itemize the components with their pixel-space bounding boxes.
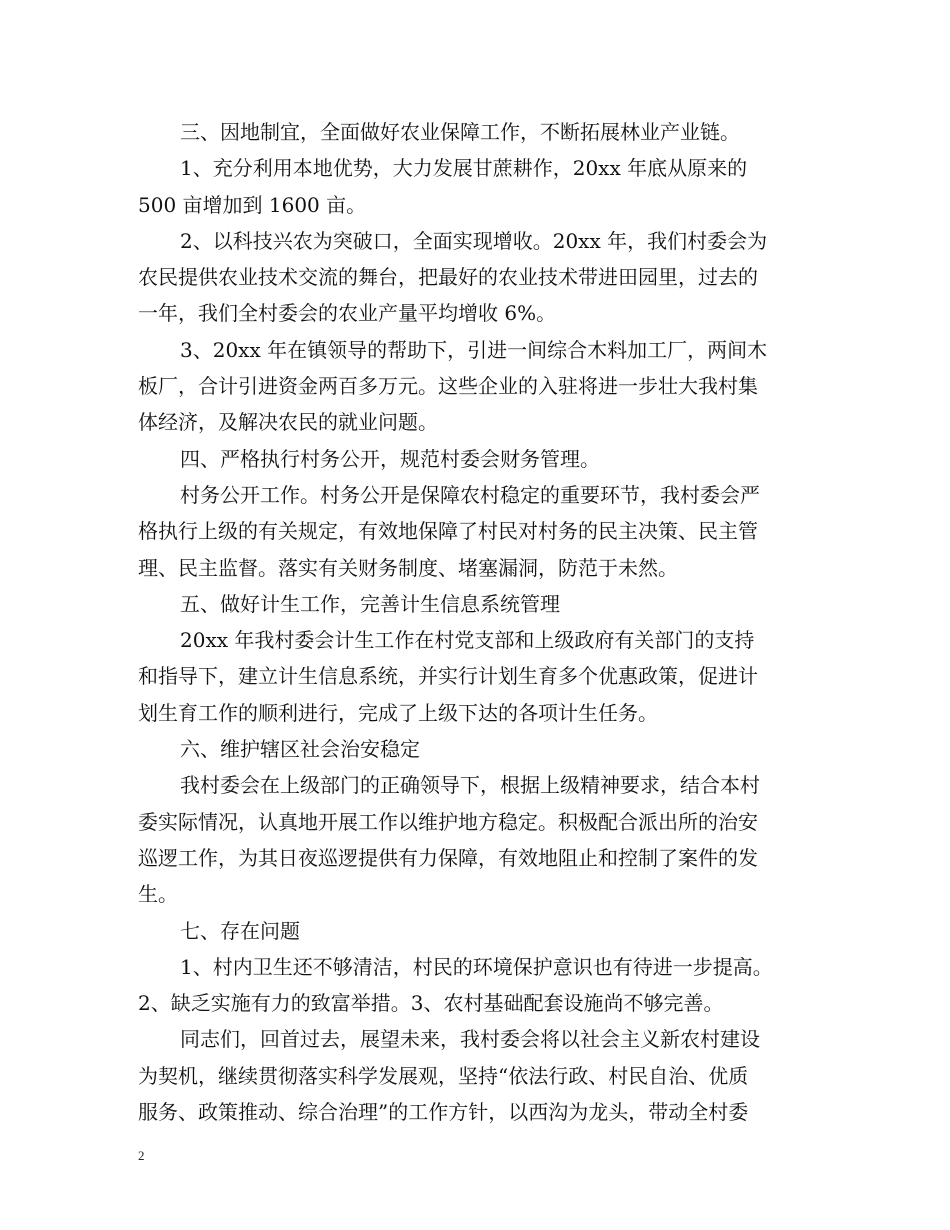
paragraph-line: 一年，我们全村委会的农业产量平均增收 6%。 [138, 301, 557, 326]
paragraph-line: 委实际情况，认真地开展工作以维护地方稳定。积极配合派出所的治安 [138, 809, 758, 834]
paragraph-line: 划生育工作的顺利进行，完成了上级下达的各项计生任务。 [138, 700, 658, 725]
section-heading: 六、维护辖区社会治安稳定 [180, 737, 420, 762]
paragraph-line: 2、以科技兴农为突破口，全面实现增收。20xx 年，我们村委会为 [180, 228, 768, 253]
paragraph-line: 20xx 年我村委会计生工作在村党支部和上级政府有关部门的支持 [180, 628, 755, 653]
document-body [138, 114, 828, 1130]
paragraph-line: 板厂，合计引进资金两百多万元。这些企业的入驻将进一步壮大我村集 [138, 374, 758, 399]
section-heading: 五、做好计生工作，完善计生信息系统管理 [180, 591, 560, 616]
paragraph-line: 3、20xx 年在镇领导的帮助下，引进一间综合木料加工厂，两间木 [180, 337, 768, 362]
paragraph-line: 格执行上级的有关规定，有效地保障了村民对村务的民主决策、民主管 [138, 519, 758, 544]
paragraph-line: 和指导下，建立计生信息系统，并实行计划生育多个优惠政策，促进计 [138, 664, 758, 689]
paragraph-line: 同志们，回首过去，展望未来，我村委会将以社会主义新农村建设 [180, 1027, 760, 1052]
paragraph-line: 巡逻工作，为其日夜巡逻提供有力保障，有效地阻止和控制了案件的发 [138, 845, 758, 870]
paragraph-line: 为契机，继续贯彻落实科学发展观，坚持“依法行政、村民自治、优质 [138, 1063, 749, 1088]
paragraph-line: 农民提供农业技术交流的舞台，把最好的农业技术带进田园里，过去的 [138, 265, 758, 290]
paragraph-line: 2、缺乏实施有力的致富举措。3、农村基础配套设施尚不够完善。 [138, 991, 724, 1016]
section-heading: 三、因地制宜，全面做好农业保障工作，不断拓展林业产业链。 [180, 120, 740, 144]
section-heading: 四、严格执行村务公开，规范村委会财务管理。 [180, 446, 600, 471]
paragraph-line: 理、民主监督。落实有关财务制度、堵塞漏洞，防范于未然。 [138, 555, 678, 580]
paragraph-line: 体经济，及解决农民的就业问题。 [138, 410, 438, 435]
section-heading: 七、存在问题 [180, 918, 300, 943]
paragraph-line: 1、村内卫生还不够清洁，村民的环境保护意识也有待进一步提高。 [180, 954, 773, 979]
paragraph-line: 1、充分利用本地优势，大力发展甘蔗耕作，20xx 年底从原来的 [180, 156, 748, 181]
paragraph-line: 服务、政策推动、综合治理”的工作方针，以西沟为龙头，带动全村委 [138, 1100, 749, 1125]
paragraph-line: 500 亩增加到 1600 亩。 [138, 192, 367, 217]
paragraph-line: 村务公开工作。村务公开是保障农村稳定的重要环节，我村委会严 [180, 482, 760, 507]
paragraph-line: 生。 [138, 882, 178, 907]
page-number: 2 [138, 1148, 145, 1163]
paragraph-line: 我村委会在上级部门的正确领导下，根据上级精神要求，结合本村 [180, 773, 760, 798]
